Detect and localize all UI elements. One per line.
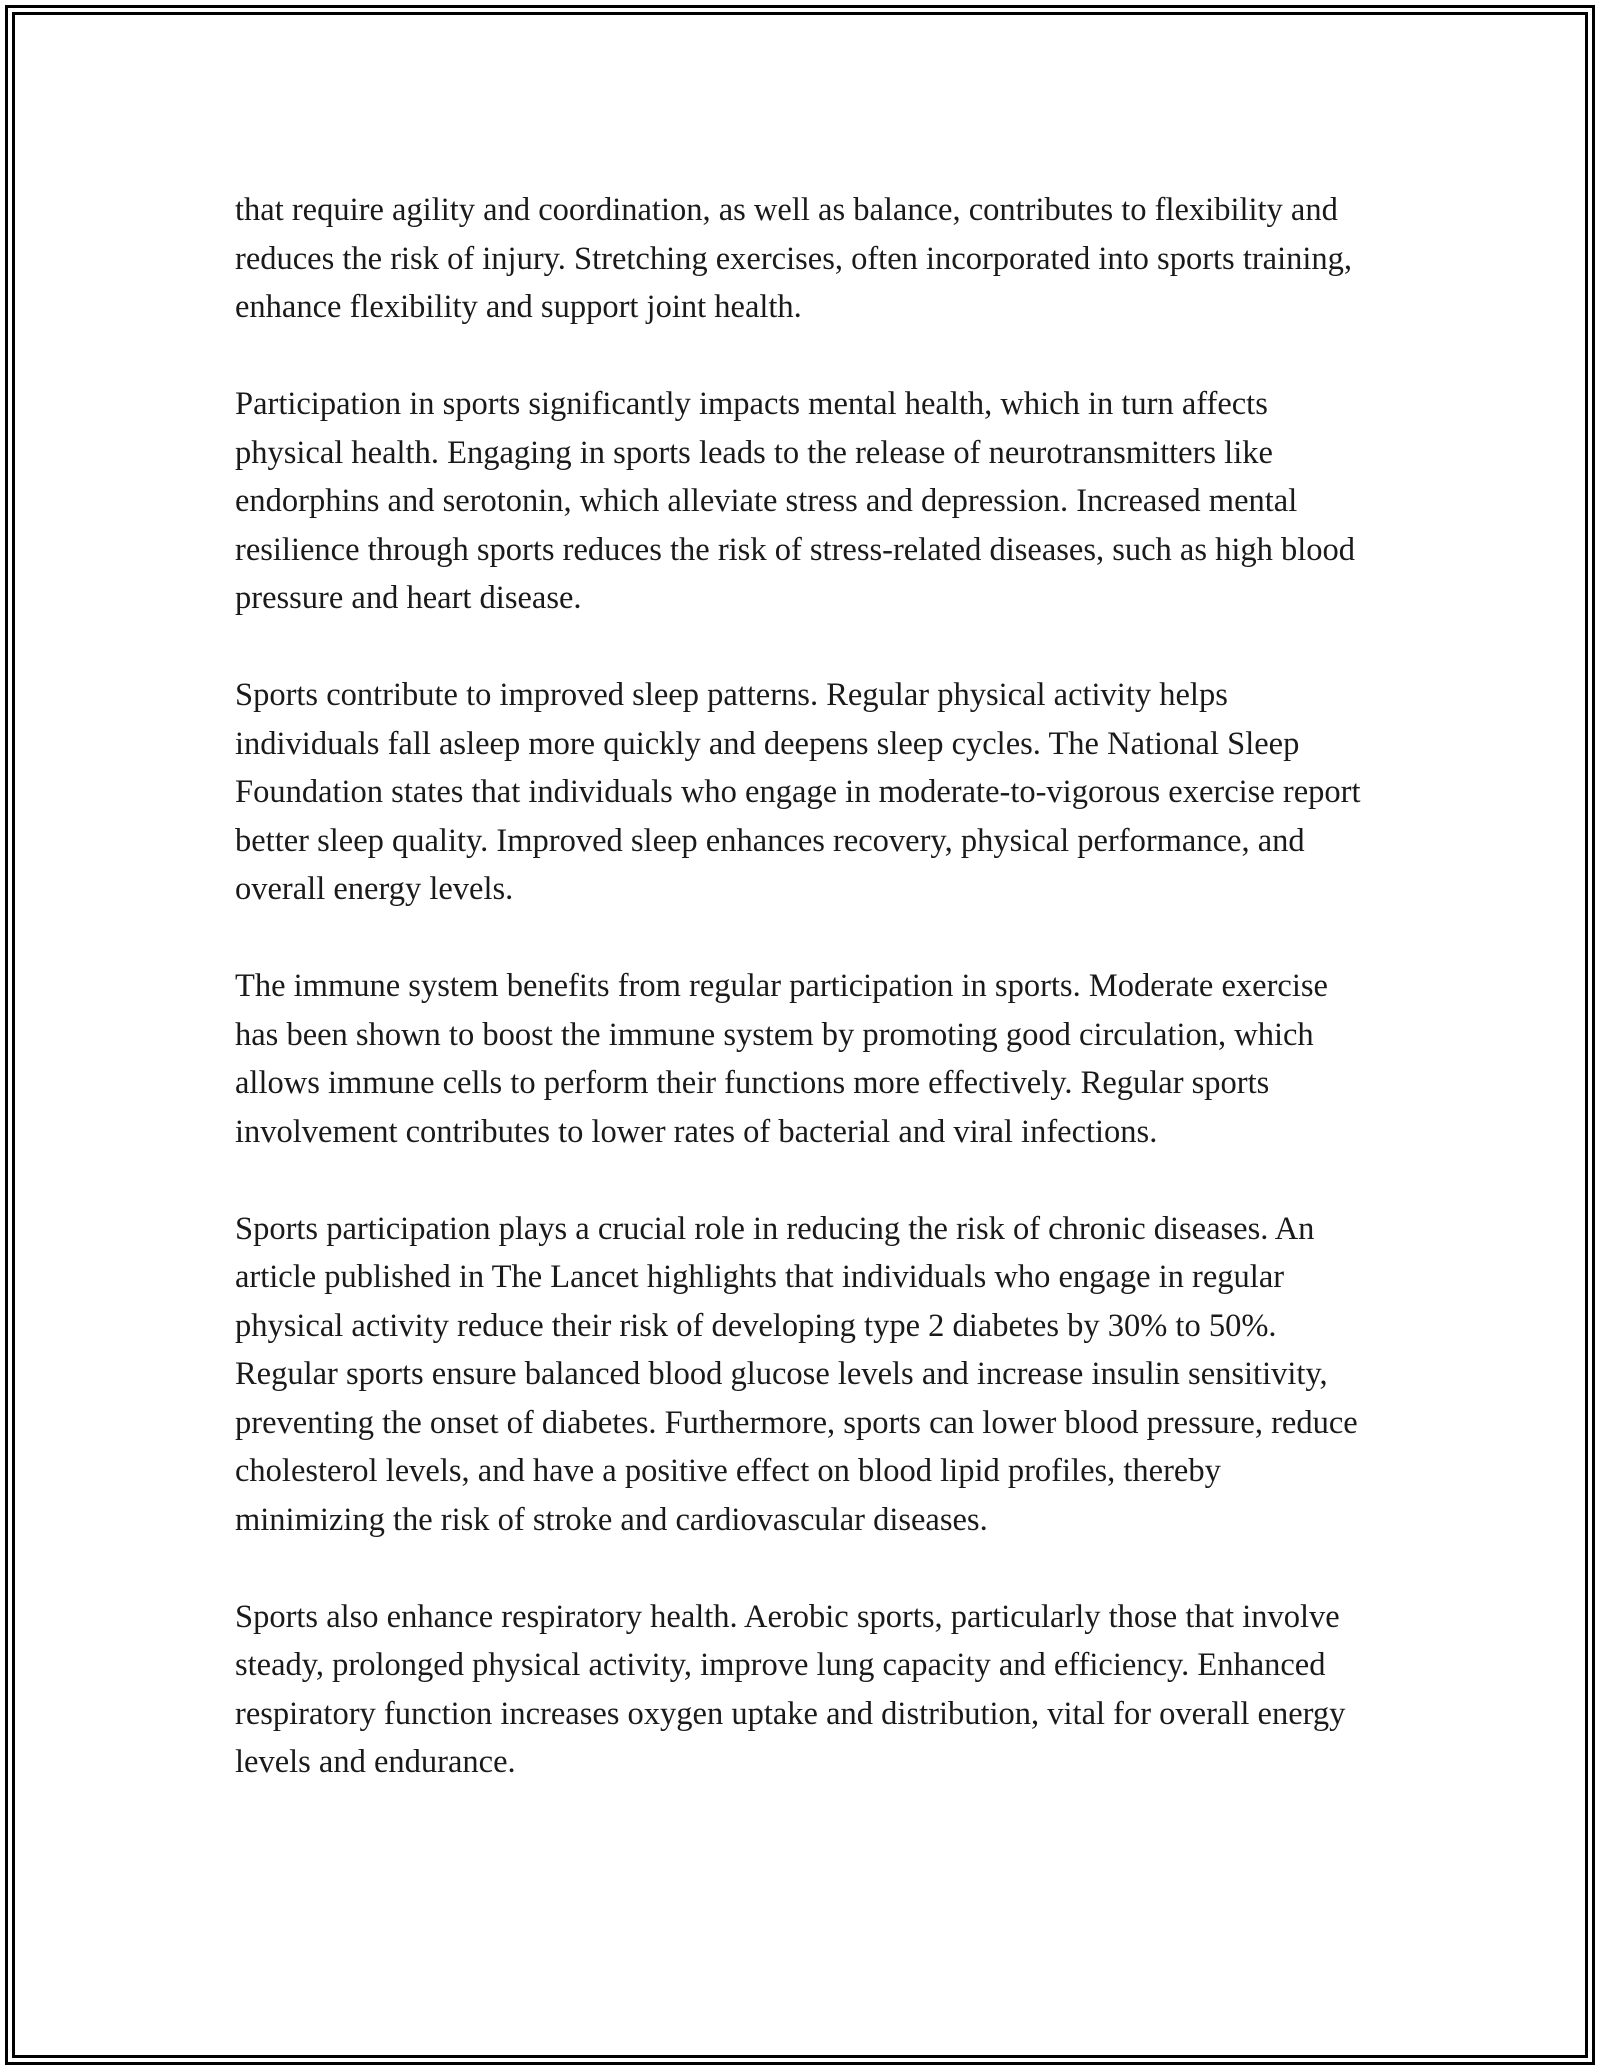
paragraph-respiratory-health: Sports also enhance respiratory health. Aerobic sports, particularly those that involve steady, prolonged physical activity, improve lung capacity and efficiency. Enhanced respiratory function increases oxygen uptake and distribution, vital for overall energy levels and endurance. [235,1598,1346,1780]
paragraph-flexibility: that require agility and coordination, as well as balance, contributes to flexibility and reduces the risk of injury. Stretching exercises, often incorporated into sports training, enhance flexibility and support joint health. [235,192,1353,325]
paragraph-sleep: Sports contribute to improved sleep patterns. Regular physical activity helps individuals fall asleep more quickly and deepens sleep cycles. The National Sleep Foundation states that individuals who engage in moderate-to-vigorous exercise report better sleep quality. Improved sleep enhances recovery, physical performance, and overall energy levels. [235,677,1361,907]
paragraph-immune-system: The immune system benefits from regular participation in sports. Moderate exercise has been shown to boost the immune system by promoting good circulation, which allows immune cells to perform their functions more effectively. Regular sports involvement contributes to lower rates of bacterial and viral infections. [235,968,1328,1150]
paragraph-chronic-diseases: Sports participation plays a crucial role in reducing the risk of chronic diseases. An article published in The Lancet highlights that individuals who engage in regular physical activity reduce their risk of developing type 2 diabetes by 30% to 50%. Regular sports ensure balanced blood glucose levels and increase insulin sensitivity, preventing the onset of diabetes. Furthermore, sports can lower blood pressure, reduce cholesterol levels, and have a positive effect on blood lipid profiles, thereby minimizing the risk of stroke and cardiovascular diseases. [235,1210,1358,1538]
document-body [235,186,1375,1787]
paragraph-mental-health: Participation in sports significantly impacts mental health, which in turn affects physical health. Engaging in sports leads to the release of neurotransmitters like endorphins and serotonin, which alleviate stress and depression. Increased mental resilience through sports reduces the risk of stress-related diseases, such as high blood pressure and heart disease. [235,386,1356,616]
